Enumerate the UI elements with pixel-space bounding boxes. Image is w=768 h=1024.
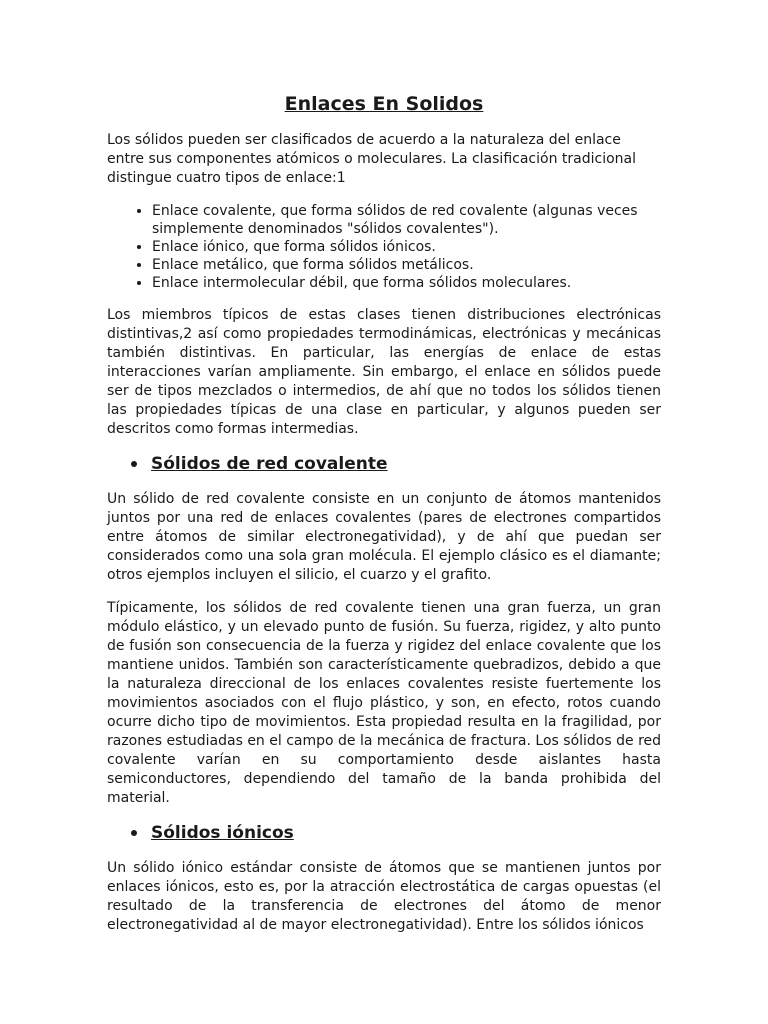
body-paragraph: Un sólido iónico estándar consiste de átomos que se mantienen juntos por enlaces iónicos, esto es, por la atracción electrostática de cargas opuestas (el resultado de la transferencia de electrones del átomo de menor electronegatividad al de mayor electronegatividad). Entre los sólidos iónicos bbox=[107, 860, 661, 933]
body-paragraph: Típicamente, los sólidos de red covalente tienen una gran fuerza, un gran módulo elástico, y un elevado punto de fusión. Su fuerza, rigidez, y alto punto de fusión son consecuencia de la fuerza y rigidez del enlace covalente que los mantiene unidos. También son característicamente quebradizos, debido a que la naturaleza direccional de los enlaces covalentes resiste fuertemente los movimientos asociados con el flujo plástico, y son, en efecto, rotos cuando ocurre dicho tipo de movimientos. Esta propiedad resulta en la fragilidad, por razones estudiadas en el campo de la mecánica de fractura. Los sólidos de red covalente varían en su comportamiento desde aislantes hasta semiconductores, dependiendo del tamaño de la banda prohibida del material. bbox=[107, 600, 662, 806]
intro-paragraph: Los sólidos pueden ser clasificados de acuerdo a la naturaleza del enlace entre sus componentes atómicos o moleculares. La clasificación tradicional distingue cuatro tipos de enlace:1 bbox=[107, 132, 636, 186]
body-paragraph: Un sólido de red covalente consiste en un conjunto de átomos mantenidos juntos por una red de enlaces covalentes (pares de electrones compartidos entre átomos de similar electronegatividad), y de ahí que puedan ser considerados como una sola gran molécula. El ejemplo clásico es el diamante; otros ejemplos incluyen el silicio, el cuarzo y el grafito. bbox=[107, 491, 661, 583]
list-item: • Enlace covalente, que forma sólidos de red covalente (algunas veces simplemente denominados "sólidos covalentes"). bbox=[152, 202, 661, 238]
section-heading-text: Sólidos iónicos bbox=[151, 823, 294, 843]
body-paragraph: Los miembros típicos de estas clases tienen distribuciones electrónicas distintivas,2 así como propiedades termodinámicas, electrónicas y mecánicas también distintivas. En particular, las energías de enlace de estas interacciones varían ampliamente. Sin embargo, el enlace en sólidos puede ser de tipos mezclados o intermedios, de ahí que no todos los sólidos tienen las propiedades típicas de una clase en particular, y algunos pueden ser descritos como formas intermedias. bbox=[107, 307, 661, 437]
bullet-icon bbox=[131, 461, 137, 467]
section-heading-text: Sólidos de red covalente bbox=[151, 454, 388, 474]
document-title: Enlaces En Solidos bbox=[284, 93, 484, 115]
list-item: • Enlace intermolecular débil, que forma sólidos moleculares. bbox=[152, 274, 661, 292]
list-item: • Enlace iónico, que forma sólidos iónicos. bbox=[152, 238, 661, 256]
section-heading-ionic bbox=[131, 822, 661, 844]
bullet-icon bbox=[131, 830, 137, 836]
bond-types-list bbox=[107, 202, 661, 292]
section-heading-covalent bbox=[131, 453, 661, 475]
list-item: • Enlace metálico, que forma sólidos metálicos. bbox=[152, 256, 661, 274]
